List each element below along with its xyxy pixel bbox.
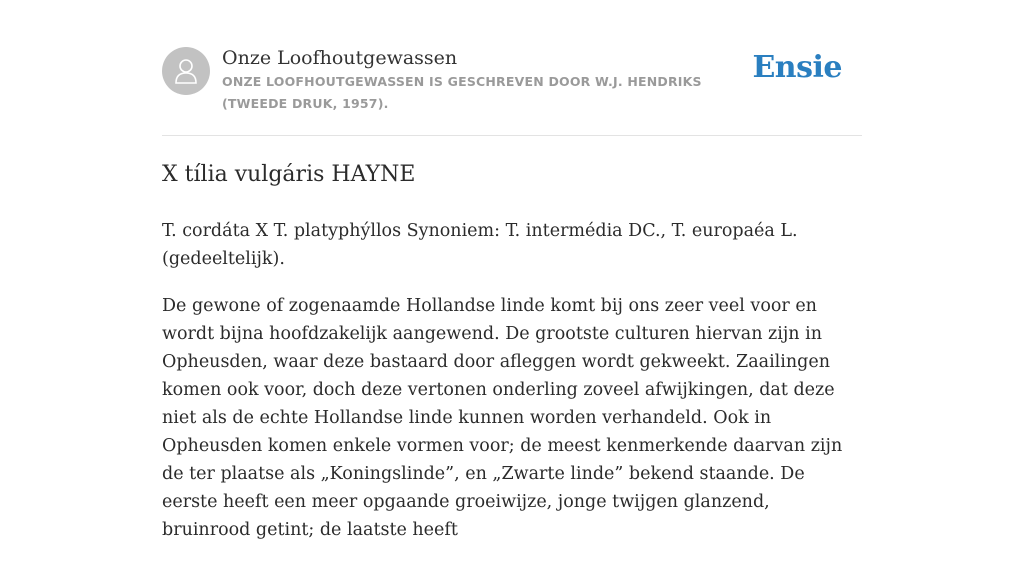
book-meta: [222, 46, 752, 115]
article-synonyms: T. cordáta X T. platyphýllos Synoniem: T. intermédia DC., T. europaéa L. (gedeeltelijk).: [162, 221, 798, 269]
page-header: [162, 46, 862, 116]
article-title: X tília vulgáris HAYNE: [162, 162, 416, 187]
header-divider: [162, 135, 862, 136]
book-title[interactable]: Onze Loofhoutgewassen: [222, 47, 458, 69]
book-description: ONZE LOOFHOUTGEWASSEN IS GESCHREVEN DOOR W.J. HENDRIKS (TWEEDE DRUK, 1957).: [222, 74, 702, 111]
user-icon[interactable]: [162, 47, 210, 95]
brand-logo[interactable]: Ensie: [752, 50, 842, 85]
user-icon-glyph: [171, 56, 201, 86]
article-content: [162, 157, 862, 563]
article-body: De gewone of zogenaamde Hollandse linde komt bij ons zeer veel voor en wordt bijna hoofdzakelijk aangewend. De grootste culturen hiervan zijn in Opheusden, waar deze bastaard door afleggen wordt gekweekt. Zaailingen komen ook voor, doch deze vertonen onderling zoveel afwijkingen, dat deze niet als de echte Hollandse linde kunnen worden verhandeld. Ook in Opheusden komen enkele vormen voor; de meest kenmerkende daarvan zijn de ter plaatse als „Koningslinde”, en „Zwarte linde” bekend staande. De eerste heeft een meer opgaande groeiwijze, jonge twijgen glanzend, bruinrood getint; de laatste heeft: [162, 296, 843, 540]
